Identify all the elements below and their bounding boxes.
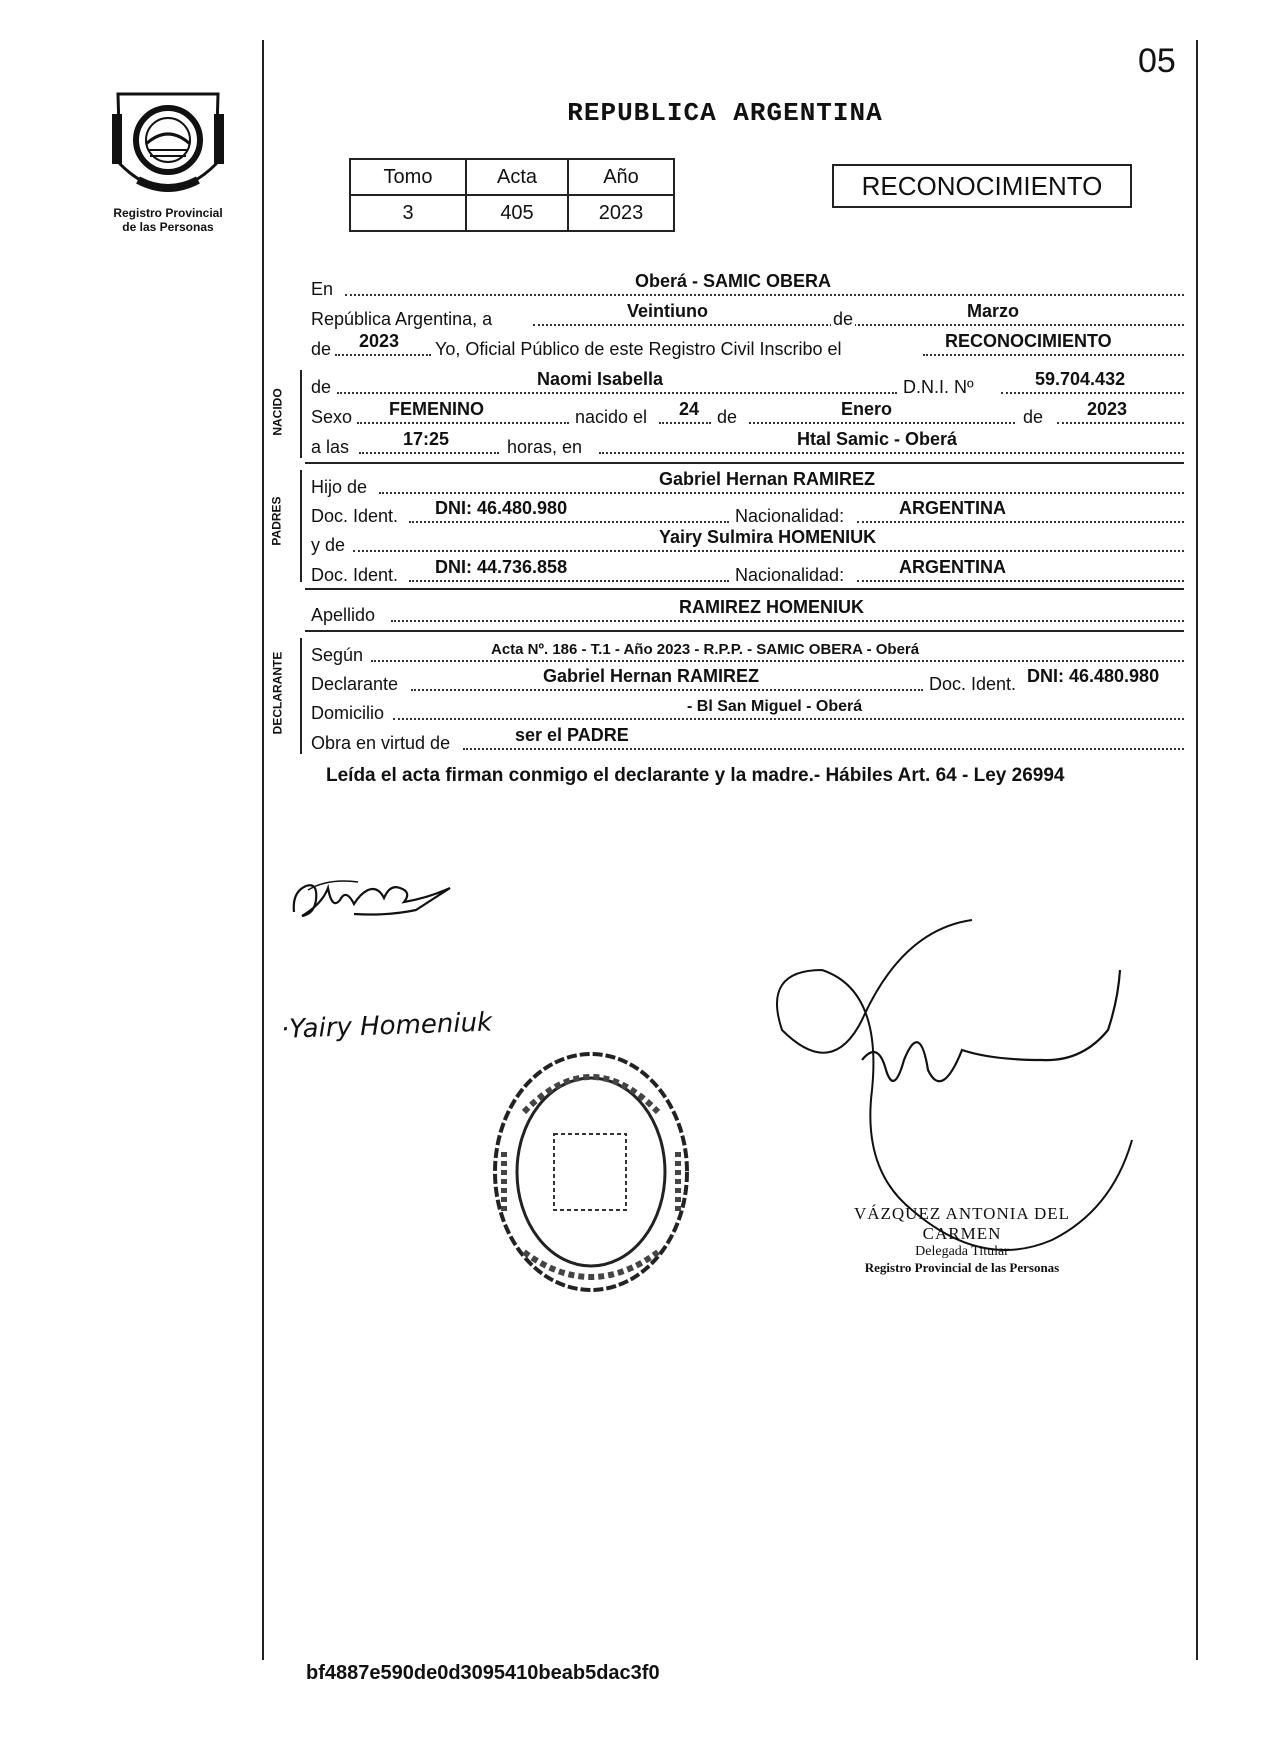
nac2-value: ARGENTINA	[899, 557, 1006, 577]
yo-label: Yo, Oficial Público de este Registro Civil Inscribo el	[435, 339, 842, 359]
provincia-misiones-seal-icon	[108, 84, 228, 204]
acto-value: RECONOCIMIENTO	[945, 331, 1112, 351]
doc3-label: Doc. Ident.	[929, 674, 1017, 694]
obra-label: Obra en virtud de	[311, 733, 451, 753]
yde-label: y de	[311, 535, 346, 555]
form-row-declarante	[311, 667, 1184, 697]
month-value: Marzo	[967, 301, 1020, 321]
declarante-bracket	[300, 638, 302, 754]
form-row-domicilio	[311, 696, 1184, 726]
registry-stamp-icon	[484, 1032, 698, 1322]
padres-bracket	[300, 470, 302, 582]
nacido-label: nacido el	[575, 407, 648, 427]
de4-label: de	[717, 407, 738, 427]
acta-table-header-row	[350, 159, 674, 195]
horas-label: horas, en	[507, 437, 583, 457]
document-title: REPUBLICA ARGENTINA	[567, 98, 883, 128]
de5-label: de	[1023, 407, 1044, 427]
acta-header-acta: Acta	[466, 159, 568, 195]
official-role: Delegada Titular	[915, 1244, 1009, 1259]
alas-label: a las	[311, 437, 350, 457]
form-row-hora	[311, 430, 1184, 460]
de2-label: de	[311, 339, 332, 359]
domicilio-label: Domicilio	[311, 703, 385, 723]
left-margin-line	[262, 40, 264, 1660]
form-row-doc-madre	[311, 558, 1184, 588]
nac1-value: ARGENTINA	[899, 498, 1006, 518]
form-row-apellido	[311, 598, 1184, 628]
doc2-value: DNI: 44.736.858	[435, 557, 568, 577]
form-row-acto	[311, 332, 1184, 362]
place-value: Htal Samic - Oberá	[797, 429, 958, 449]
hijo-label: Hijo de	[311, 477, 368, 497]
birth-year-value: 2023	[1087, 399, 1128, 419]
separator-nacido	[305, 462, 1184, 464]
segun-label: Según	[311, 645, 364, 665]
form-row-obra	[311, 726, 1184, 756]
declarante-value: Gabriel Hernan RAMIREZ	[543, 666, 760, 686]
acta-header-anio: Año	[568, 159, 674, 195]
doc1-value: DNI: 46.480.980	[435, 498, 568, 518]
official-stamp	[832, 1204, 1092, 1276]
sexo-value: FEMENINO	[389, 399, 485, 419]
document-kind-box: RECONOCIMIENTO	[832, 164, 1132, 208]
logo-caption: Registro Provincial de las Personas	[113, 206, 223, 234]
acta-value-acta: 405	[466, 195, 568, 231]
doc3-value: DNI: 46.480.980	[1027, 666, 1160, 686]
closing-statement: Leída el acta firman conmigo el declarante y la madre.- Hábiles Art. 64 - Ley 26994	[326, 765, 1065, 786]
birth-day-value: 24	[679, 399, 700, 419]
apellido-value: RAMIREZ HOMENIUK	[679, 597, 864, 617]
father-value: Gabriel Hernan RAMIREZ	[659, 469, 876, 489]
section-declarante: DECLARANTE	[270, 651, 285, 735]
form-row-nombre	[311, 370, 1184, 400]
acta-value-anio: 2023	[568, 195, 674, 231]
en-label: En	[311, 279, 334, 299]
sexo-label: Sexo	[311, 407, 353, 427]
acta-header-tomo: Tomo	[350, 159, 466, 195]
acta-table-value-row	[350, 195, 674, 231]
en-value: Oberá - SAMIC OBERA	[635, 271, 832, 291]
section-padres: PADRES	[269, 496, 284, 546]
form-row-madre	[311, 528, 1184, 558]
form-row-fecha	[311, 302, 1184, 332]
official-org: Registro Provincial de las Personas	[864, 1260, 1060, 1275]
time-value: 17:25	[403, 429, 450, 449]
year-value: 2023	[359, 331, 400, 351]
segun-value: Acta Nº. 186 - T.1 - Año 2023 - R.P.P. - SAMIC OBERA - Oberá	[491, 641, 920, 658]
acta-value-tomo: 3	[350, 195, 466, 231]
dni-value: 59.704.432	[1035, 369, 1126, 389]
de3-label: de	[311, 377, 332, 397]
document-hash: bf4887e590de0d3095410beab5dac3f0	[306, 1662, 660, 1684]
apellido-label: Apellido	[311, 605, 376, 625]
father-signature	[288, 870, 458, 926]
domicilio-value: - Bl San Miguel - Oberá	[687, 698, 863, 715]
nacido-bracket	[300, 370, 302, 458]
page-number: 05	[1138, 42, 1176, 80]
form-row-doc-padre	[311, 499, 1184, 529]
birth-month-value: Enero	[841, 399, 893, 419]
name-value: Naomi Isabella	[537, 369, 664, 389]
nac1-label: Nacionalidad:	[735, 506, 845, 526]
svg-text:·Yairy Homeniuk: ·Yairy Homeniuk	[280, 1007, 493, 1045]
doc1-label: Doc. Ident.	[311, 506, 399, 526]
section-nacido: NACIDO	[270, 388, 285, 436]
form-row-padre	[311, 470, 1184, 500]
obra-value: ser el PADRE	[515, 725, 629, 745]
separator-apellido	[305, 630, 1184, 632]
nac2-label: Nacionalidad:	[735, 565, 845, 585]
form-row-segun	[311, 638, 1184, 668]
republica-label: República Argentina, a	[311, 309, 493, 329]
official-name: VÁZQUEZ ANTONIA DEL CARMEN	[853, 1204, 1071, 1243]
day-value: Veintiuno	[627, 301, 708, 321]
doc2-label: Doc. Ident.	[311, 565, 399, 585]
acta-table	[349, 158, 675, 232]
de-label: de	[833, 309, 854, 329]
form-row-en	[311, 272, 1184, 302]
form-row-sexo	[311, 400, 1184, 430]
right-margin-line	[1196, 40, 1198, 1660]
declarante-label: Declarante	[311, 674, 399, 694]
mother-value: Yairy Sulmira HOMENIUK	[659, 527, 877, 547]
dni-label: D.N.I. Nº	[903, 377, 974, 397]
separator-padres	[305, 588, 1184, 590]
